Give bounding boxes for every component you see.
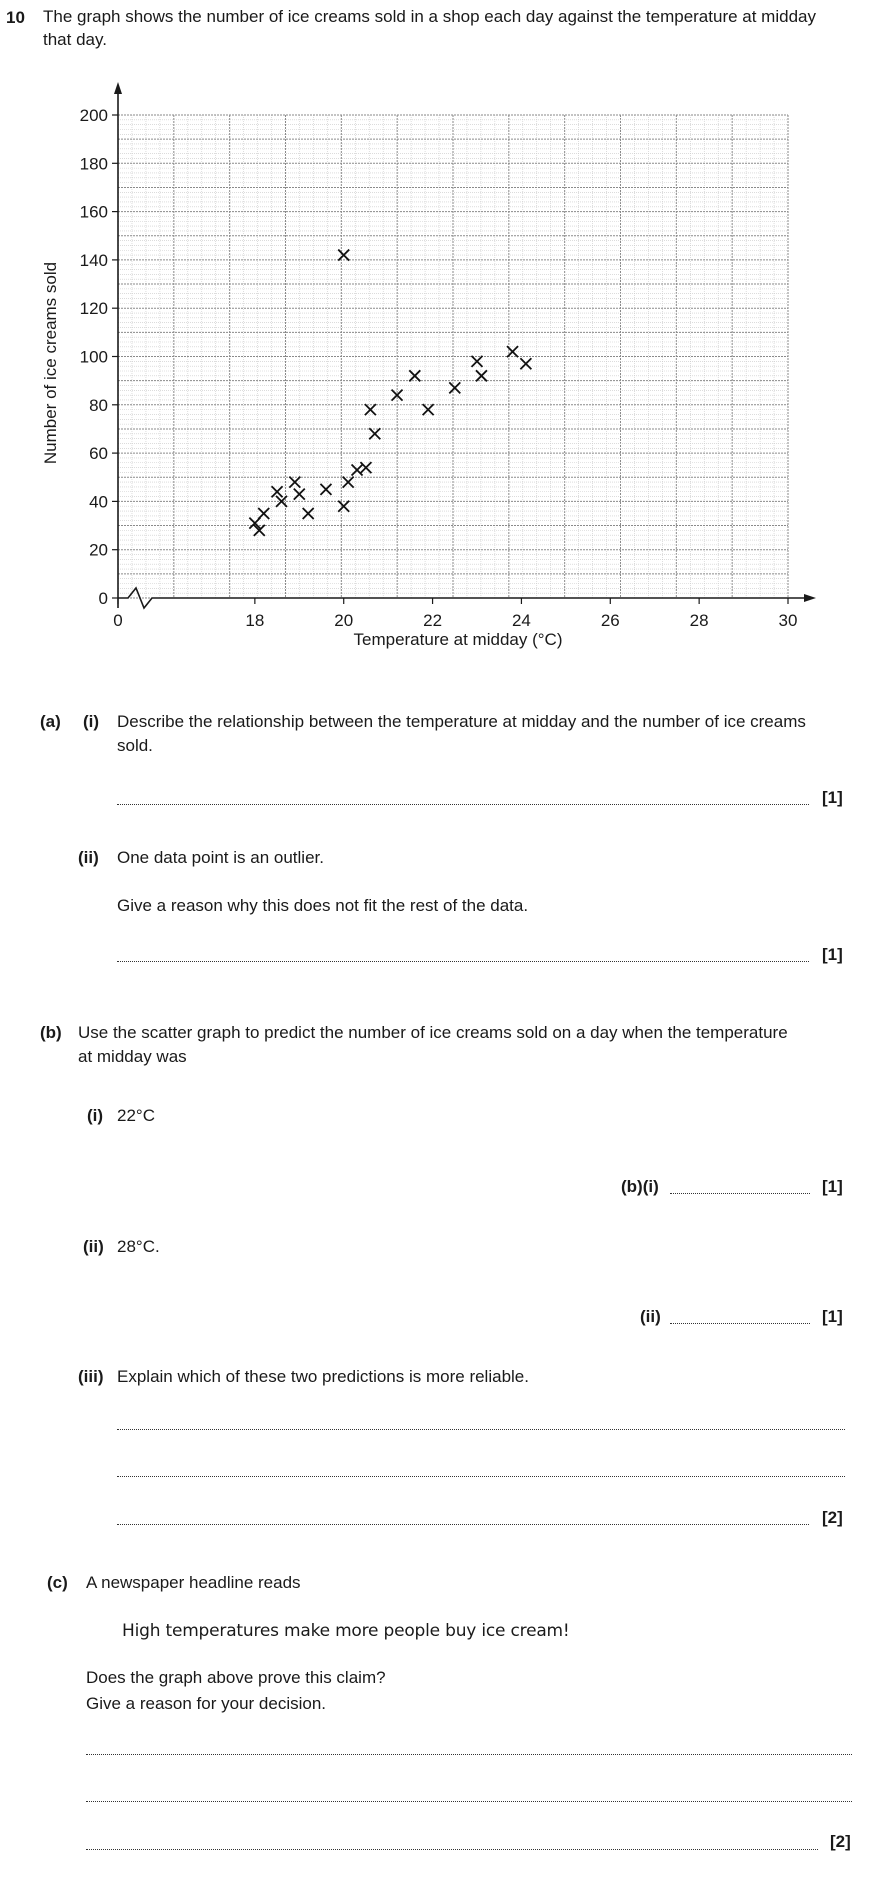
y-tick-label: 40 [89, 492, 108, 512]
answer-line-a-i[interactable] [117, 803, 809, 805]
mark-a-i: [1] [822, 788, 843, 807]
part-b-iii-label: (iii) [78, 1367, 104, 1386]
chart-grid [118, 115, 788, 598]
data-point [520, 358, 531, 369]
part-c-question-1: Does the graph above prove this claim? [86, 1668, 386, 1687]
chart-axes [114, 82, 816, 608]
part-a-label: (a) [40, 712, 61, 731]
y-axis-arrow [114, 82, 122, 94]
x-tick-label: 28 [689, 611, 709, 630]
mark-b-iii: [2] [822, 1508, 843, 1527]
x-tick-label: 30 [778, 611, 798, 630]
answer-line-c-1[interactable] [86, 1753, 852, 1755]
part-b-iii-text: Explain which of these two predictions is more reliable. [117, 1367, 529, 1386]
part-c-question-2: Give a reason for your decision. [86, 1694, 327, 1713]
y-tick-label: 120 [79, 299, 108, 319]
answer-line-b-iii-3[interactable] [117, 1523, 809, 1525]
part-b-text: Use the scatter graph to predict the number of ice creams sold on a day when the temperature at midday was [78, 1023, 788, 1066]
part-b-label: (b) [40, 1023, 62, 1042]
question-intro: The graph shows the number of ice creams sold in a shop each day against the temperature at midday that day. [43, 7, 816, 49]
part-c-label: (c) [47, 1573, 68, 1592]
chart-points [249, 250, 531, 536]
data-point [449, 382, 460, 393]
data-point [258, 508, 269, 519]
part-a-ii-label: (ii) [78, 848, 99, 867]
part-a-i-text: Describe the relationship between the temperature at midday and the number of ice creams sold. [117, 712, 806, 755]
y-tick-label: 200 [79, 106, 108, 125]
x-axis-label: Temperature at midday (°C) [353, 630, 563, 649]
data-point [303, 508, 314, 519]
part-b-i-text: 22°C [117, 1106, 155, 1125]
part-b-ii-text: 28°C. [117, 1237, 160, 1256]
x-tick-label: 0 [113, 611, 123, 630]
mark-c: [2] [830, 1832, 851, 1851]
answer-line-c-2[interactable] [86, 1800, 852, 1802]
y-tick-label: 180 [79, 154, 108, 174]
part-b-i-label: (i) [87, 1106, 104, 1125]
answer-line-a-ii[interactable] [117, 960, 809, 962]
answer-line-b-i[interactable] [670, 1192, 810, 1194]
mark-b-ii: [1] [822, 1307, 843, 1326]
y-tick-label: 140 [79, 250, 108, 270]
y-tick-label: 160 [79, 202, 108, 222]
newspaper-headline: High temperatures make more people buy ice cream! [122, 1621, 570, 1641]
part-a-ii-text1: One data point is an outlier. [117, 848, 324, 867]
scatter-chart [30, 78, 850, 678]
data-point [294, 489, 305, 500]
part-b-ii-label: (ii) [83, 1237, 104, 1256]
y-tick-label: 100 [79, 347, 108, 367]
data-point [476, 370, 487, 381]
answer-label-b-ii: (ii) [640, 1307, 661, 1326]
part-c-text: A newspaper headline reads [86, 1573, 301, 1592]
x-tick-label: 18 [245, 611, 265, 630]
part-a-i-label: (i) [83, 712, 100, 731]
data-point [320, 484, 331, 495]
y-axis-label: Number of ice creams sold [41, 261, 60, 465]
x-tick-label: 24 [511, 611, 531, 630]
y-tick-label: 20 [89, 540, 108, 560]
chart-ticks [80, 106, 798, 630]
y-tick-label: 60 [89, 444, 108, 464]
x-tick-label: 22 [423, 611, 443, 630]
part-a-ii-text2: Give a reason why this does not fit the rest of the data. [117, 896, 529, 915]
data-point [338, 501, 349, 512]
answer-label-b-i: (b)(i) [621, 1177, 659, 1196]
mark-a-ii: [1] [822, 945, 843, 964]
answer-line-b-iii-1[interactable] [117, 1428, 845, 1430]
answer-line-b-iii-2[interactable] [117, 1475, 845, 1477]
data-point [352, 465, 363, 476]
x-axis-arrow [804, 594, 816, 602]
y-tick-label: 0 [98, 589, 108, 608]
y-tick-label: 80 [89, 395, 108, 415]
x-tick-label: 20 [334, 611, 354, 630]
answer-line-c-3[interactable] [86, 1848, 818, 1850]
question-number: 10 [6, 8, 25, 27]
x-tick-label: 26 [600, 611, 620, 630]
mark-b-i: [1] [822, 1177, 843, 1196]
data-point [338, 250, 349, 261]
answer-line-b-ii[interactable] [670, 1322, 810, 1324]
